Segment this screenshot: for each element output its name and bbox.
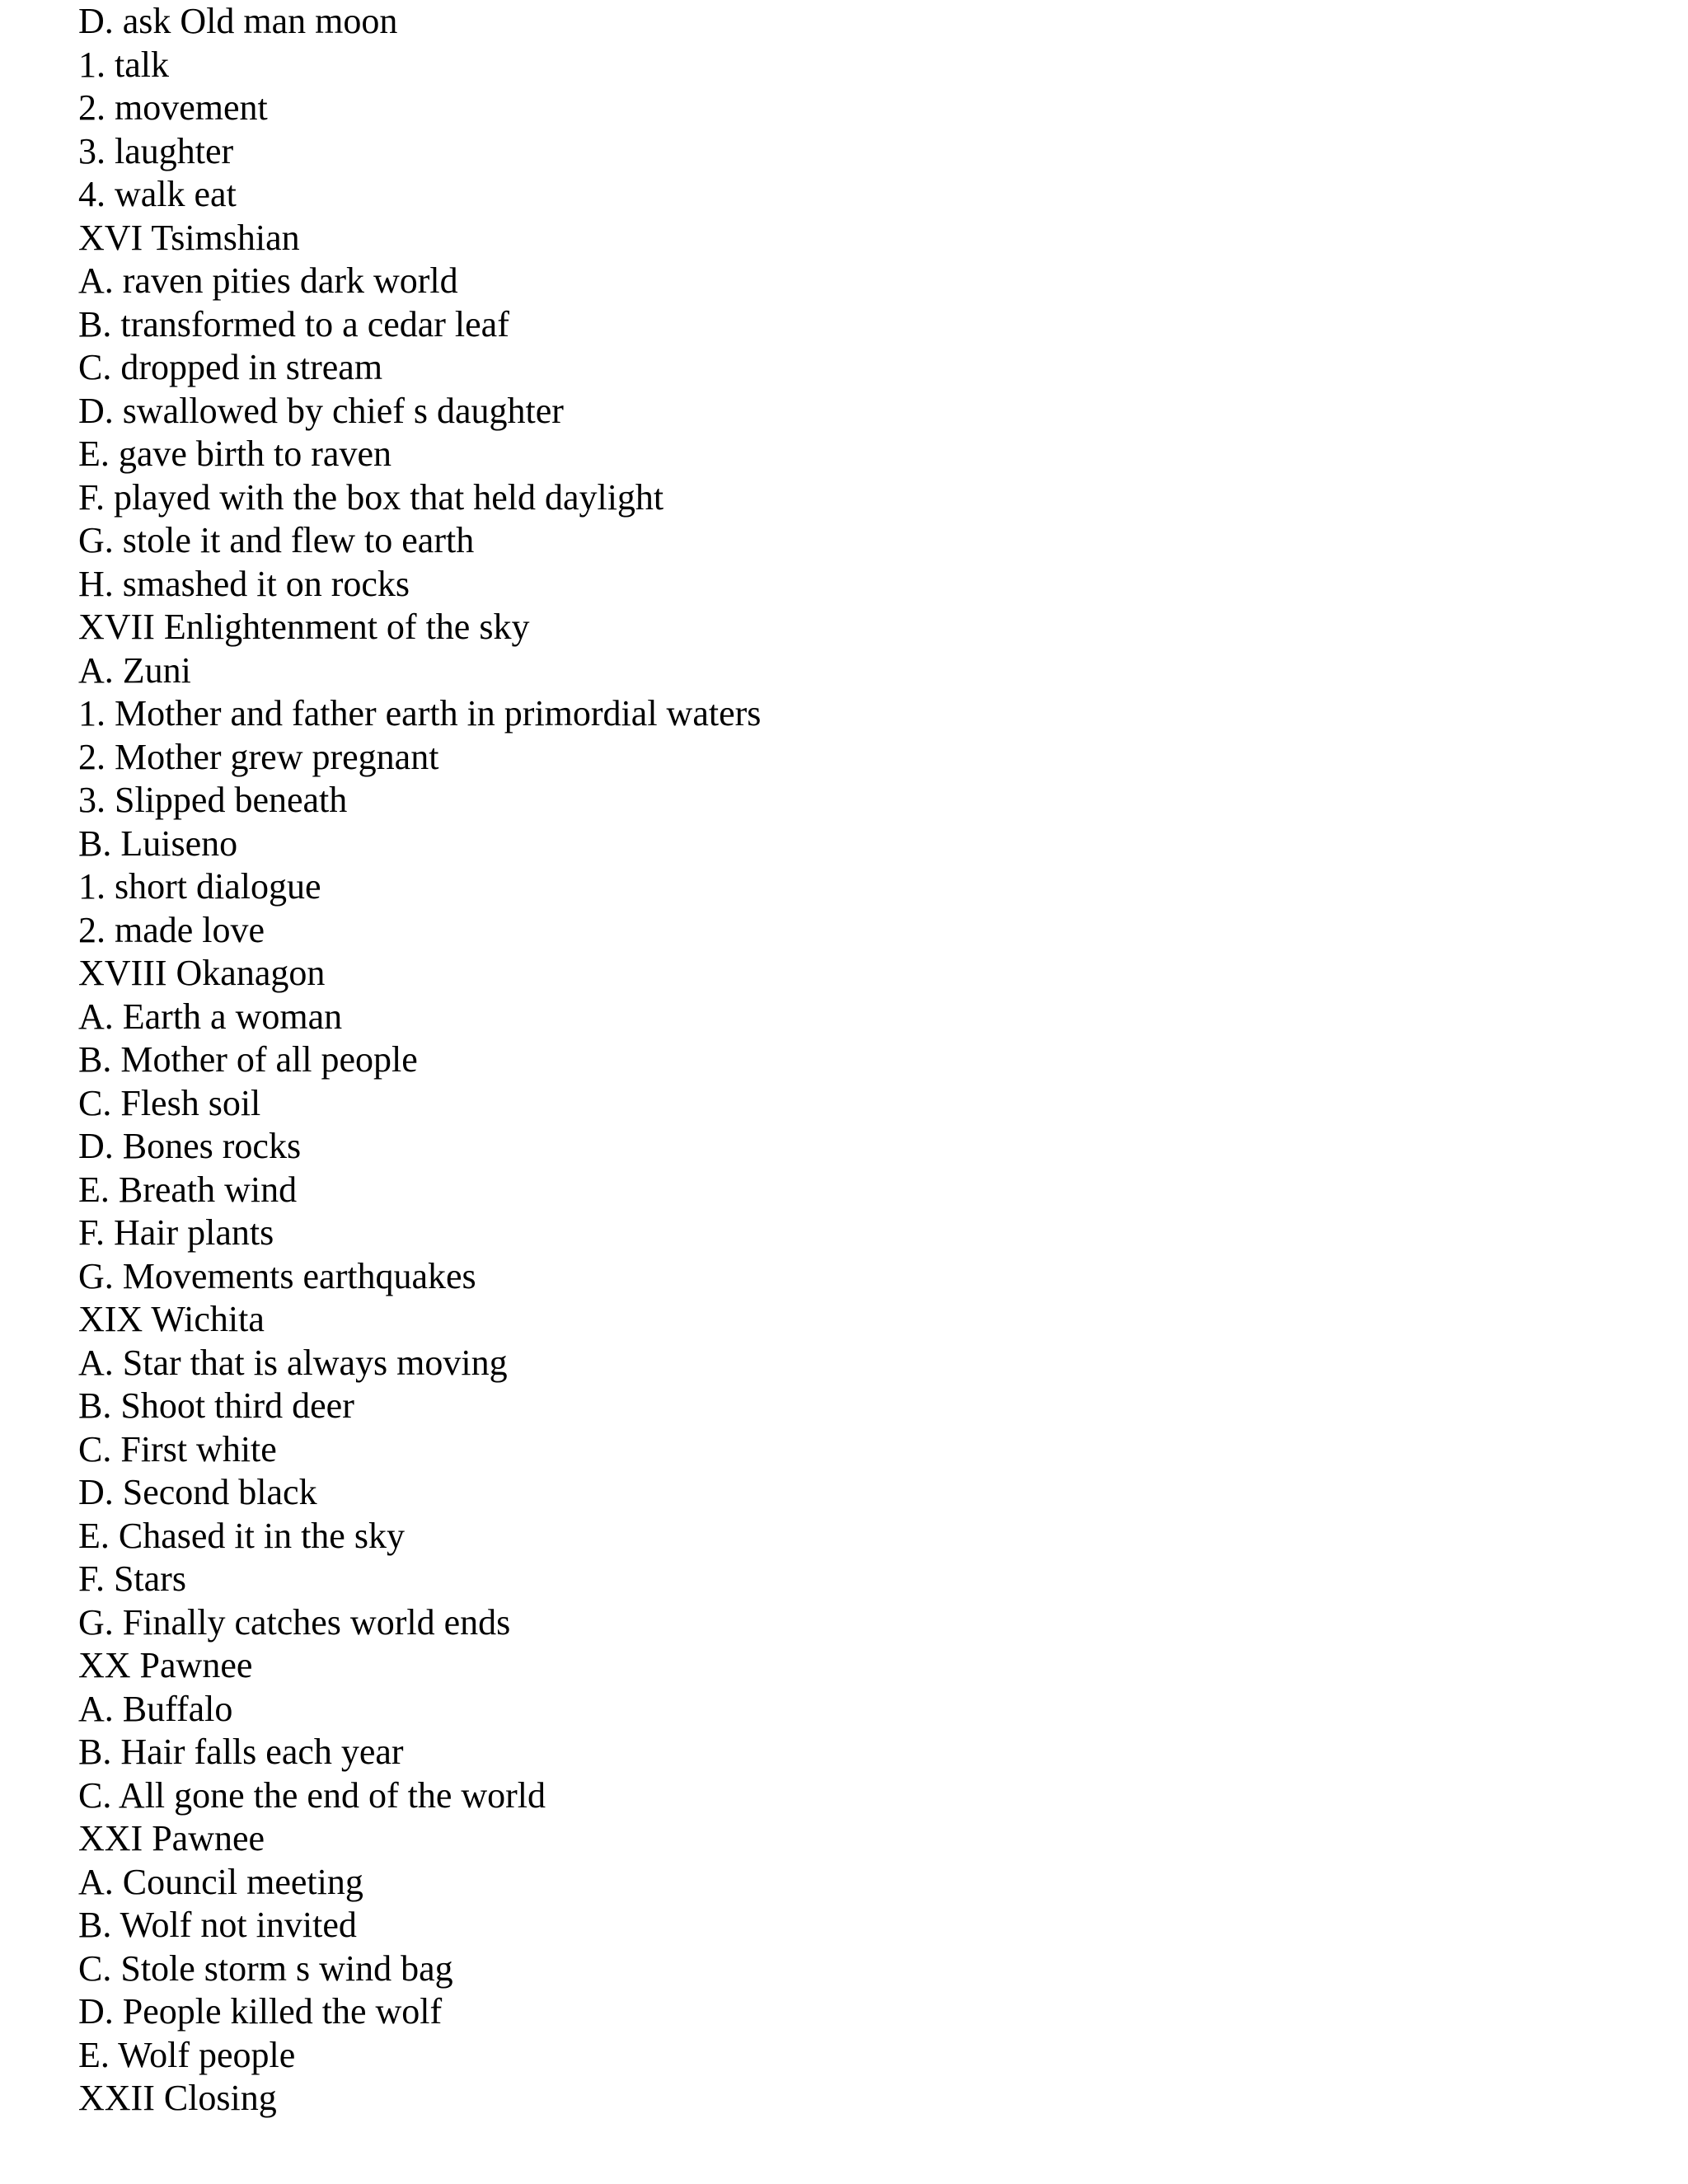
outline-line: G. Movements earthquakes xyxy=(78,1255,476,1296)
outline-heading: XIX Wichita xyxy=(78,1299,265,1339)
outline-line: E. Breath wind xyxy=(78,1169,298,1210)
outline-line: C. All gone the end of the world xyxy=(78,1774,546,1816)
outline-line: F. Hair plants xyxy=(78,1212,274,1253)
outline-line: E. Wolf people xyxy=(78,2034,296,2075)
outline-line: D. Second black xyxy=(78,1472,317,1512)
outline-line: B. Shoot third deer xyxy=(78,1385,354,1426)
outline-line: 3. laughter xyxy=(78,130,234,171)
outline-line: G. stole it and flew to earth xyxy=(78,520,475,560)
outline-line: H. smashed it on rocks xyxy=(78,563,410,604)
outline-line: D. ask Old man moon xyxy=(78,1,398,41)
outline-line: 1. Mother and father earth in primordial waters xyxy=(78,693,762,733)
outline-line: F. played with the box that held daylight xyxy=(78,476,664,518)
outline-line: 2. Mother grew pregnant xyxy=(78,736,439,777)
outline-line: A. Earth a woman xyxy=(78,996,343,1037)
outline-line: F. Stars xyxy=(78,1558,186,1599)
outline-line: B. Hair falls each year xyxy=(78,1732,404,1772)
outline-line: B. Luiseno xyxy=(78,823,238,864)
outline-line: A. Star that is always moving xyxy=(78,1342,508,1383)
outline-line: B. Mother of all people xyxy=(78,1039,418,1080)
outline-heading: XX Pawnee xyxy=(78,1645,253,1685)
outline-line: C. First white xyxy=(78,1428,277,1469)
outline-line: D. People killed the wolf xyxy=(78,1991,443,2032)
outline-line: D. swallowed by chief s daughter xyxy=(78,390,564,431)
outline-line: 1. short dialogue xyxy=(78,866,321,907)
outline-line: 3. Slipped beneath xyxy=(78,780,348,820)
outline-line: A. Council meeting xyxy=(78,1861,363,1902)
outline-line: 2. movement xyxy=(78,87,268,128)
outline-line: A. Buffalo xyxy=(78,1688,233,1729)
outline-line: B. transformed to a cedar leaf xyxy=(78,303,509,344)
outline-heading: XVII Enlightenment of the sky xyxy=(78,607,530,647)
outline-line: 2. made love xyxy=(78,909,265,950)
outline-line: A. raven pities dark world xyxy=(78,260,458,301)
outline-heading: XVIII Okanagon xyxy=(78,953,326,993)
outline-heading: XVI Tsimshian xyxy=(78,217,300,258)
outline-line: C. Stole storm s wind bag xyxy=(78,1947,453,1989)
outline-line: C. dropped in stream xyxy=(78,347,383,387)
outline-line: A. Zuni xyxy=(78,649,191,691)
outline-line: G. Finally catches world ends xyxy=(78,1601,511,1643)
outline-line: D. Bones rocks xyxy=(78,1126,302,1166)
outline-heading: XXI Pawnee xyxy=(78,1818,265,1858)
outline-line: E. Chased it in the sky xyxy=(78,1515,405,1556)
outline-line: C. Flesh soil xyxy=(78,1082,261,1123)
outline-heading: XXII Closing xyxy=(78,2078,277,2118)
outline-line: 4. walk eat xyxy=(78,174,237,214)
outline-line: 1. talk xyxy=(78,44,169,85)
outline-list xyxy=(78,0,761,2121)
outline-line: E. gave birth to raven xyxy=(78,434,392,474)
outline-line: B. Wolf not invited xyxy=(78,1905,357,1945)
